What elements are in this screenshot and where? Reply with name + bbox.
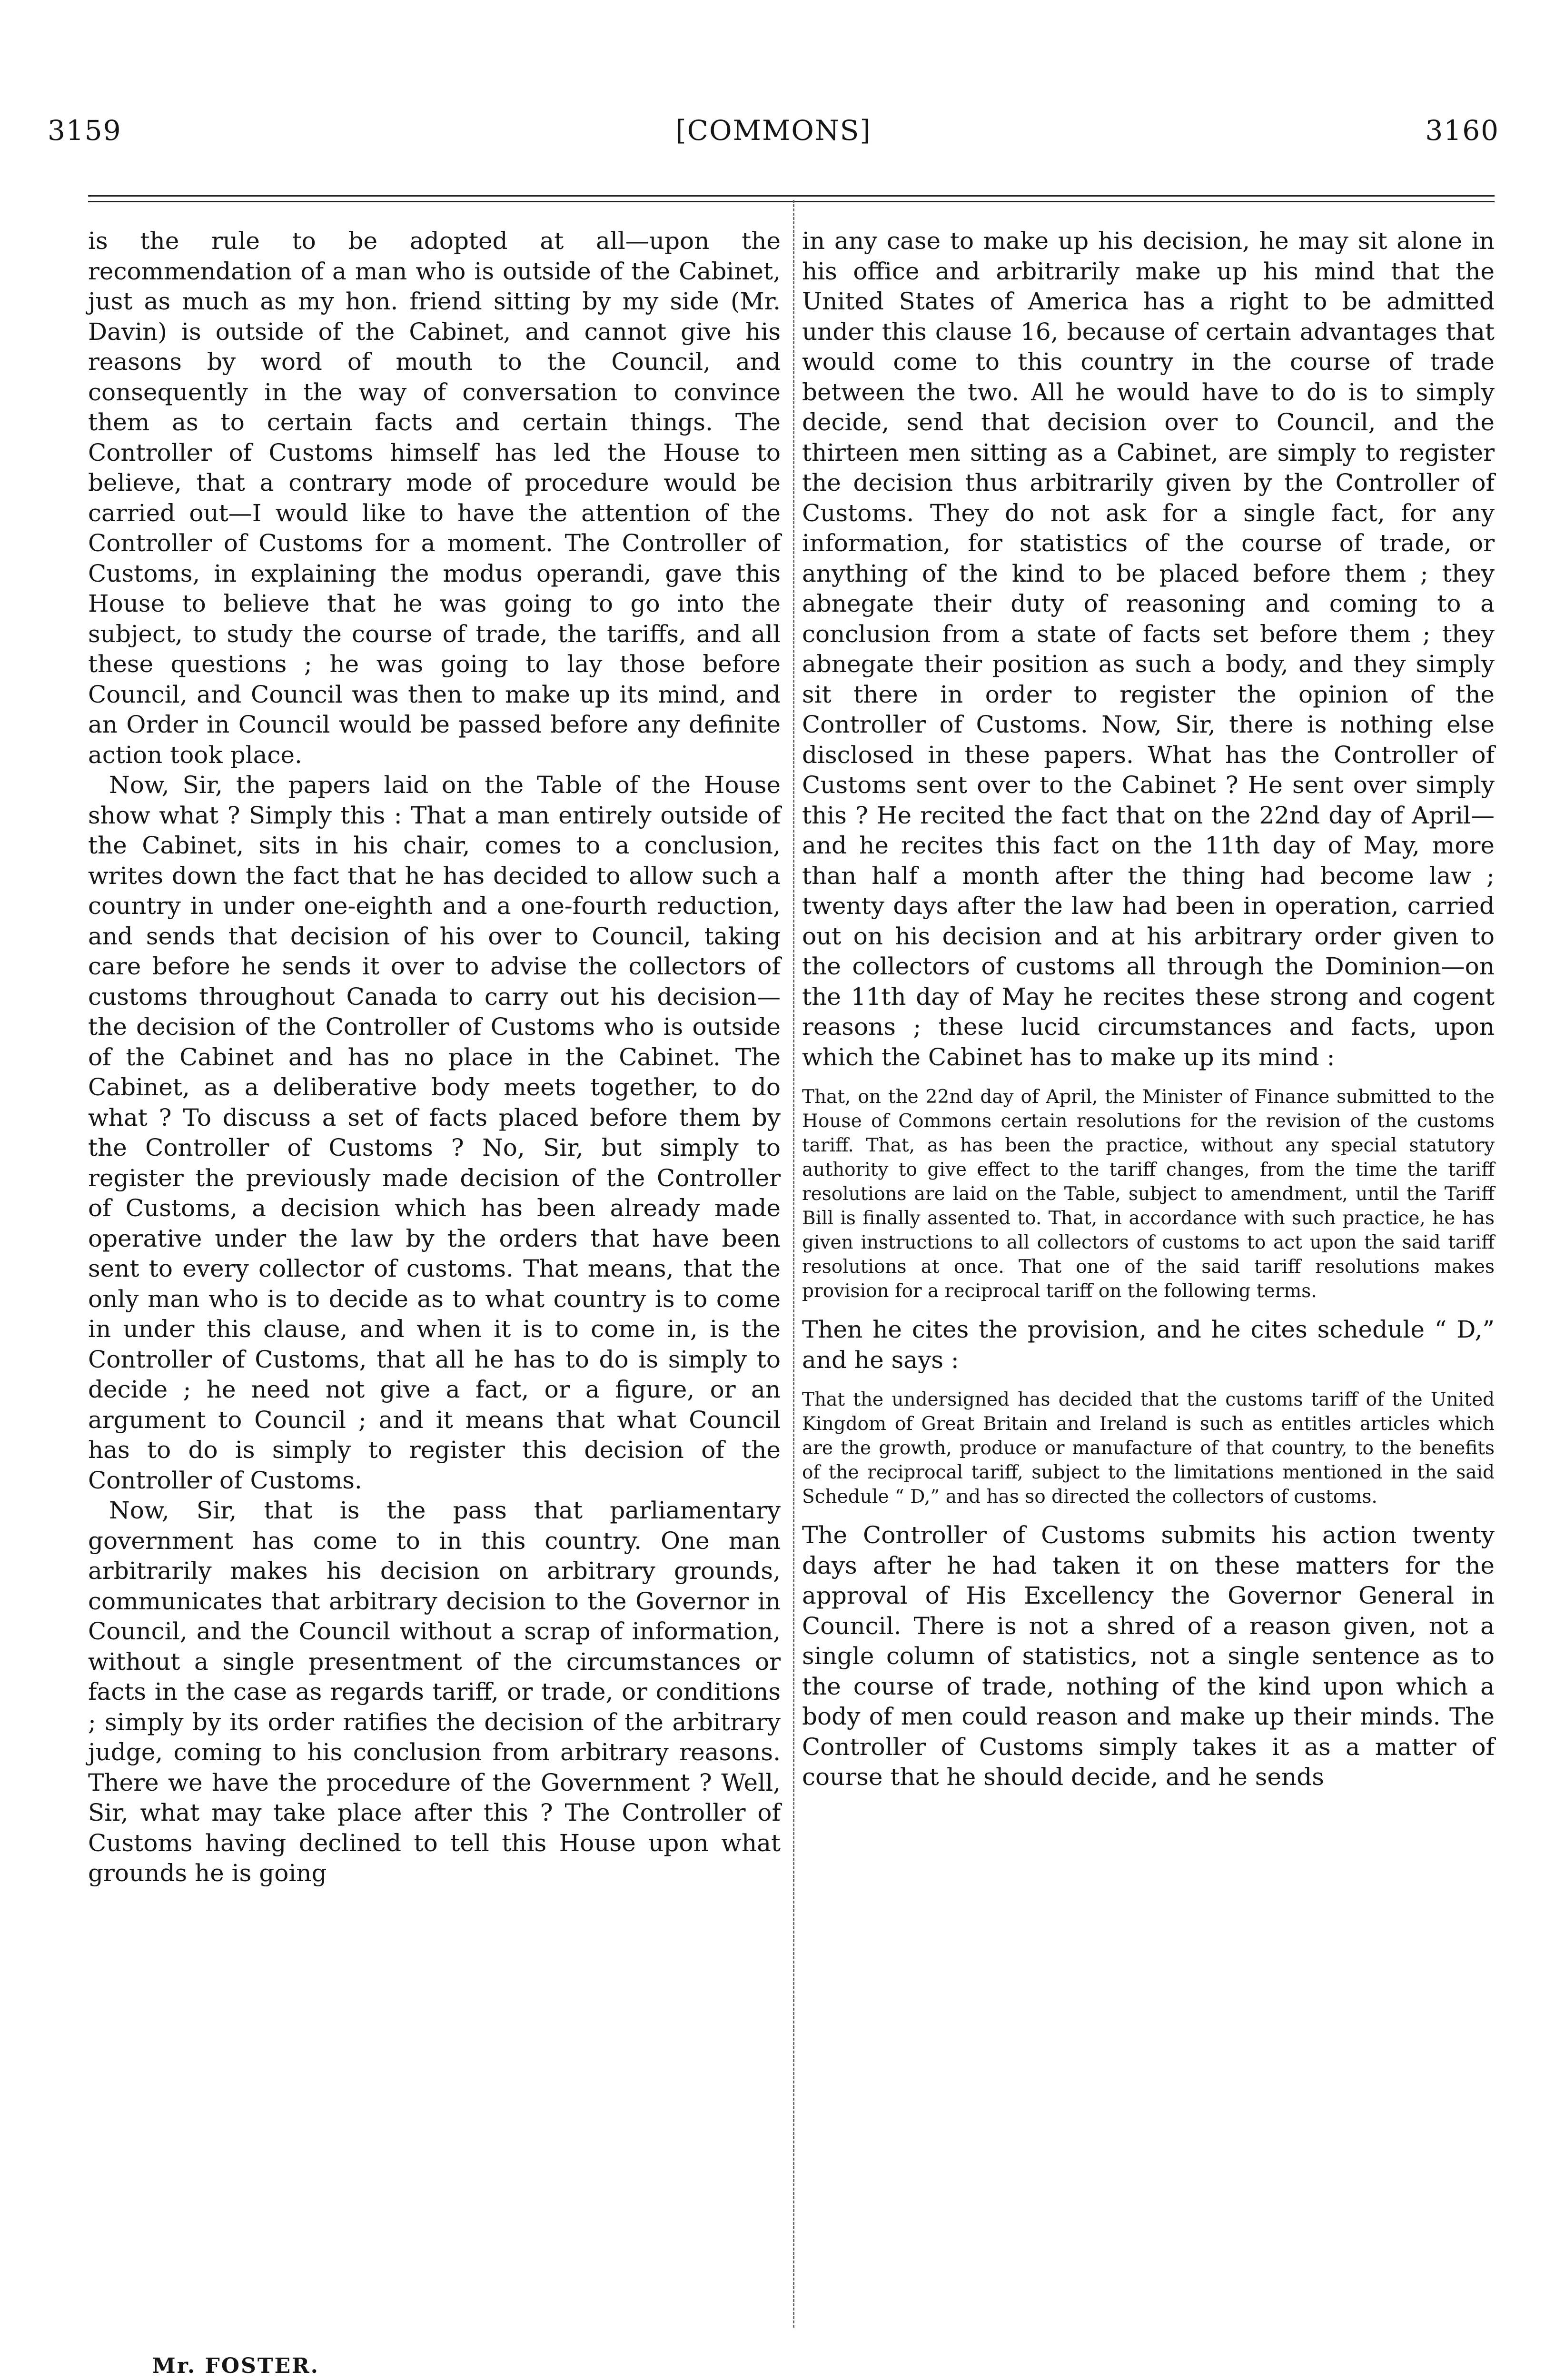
speaker-footer: Mr. FOSTER. <box>152 2354 319 2378</box>
right-column <box>802 226 1495 1793</box>
left-paragraph-1: is the rule to be adopted at all—upon the recommendation of a man who is outside of the Cabinet, just as much as my hon. friend sitting by my side (Mr. Davin) is outside of the Cabinet, and cannot give his reasons by word of mouth to the Council, and consequently in the way of conversation to convince them as to certain facts and certain things. The Controller of Customs himself has led the House to believe, that a contrary mode of procedure would be carried out—I would like to have the attention of the Controller of Customs for a moment. The Controller of Customs, in explaining the modus operandi, gave this House to believe that he was going to go into the subject, to study the course of trade, the tariffs, and all these questions ; he was going to lay those before Council, and Council was then to make up its mind, and an Order in Council would be passed before any definite action took place. <box>88 227 781 769</box>
right-paragraph-1: in any case to make up his decision, he may sit alone in his office and arbitrarily make up his mind that the United States of America has a right to be admitted under this clause 16, because of certain advantages that would come to this country in the course of trade between the two. All he would have to do is to simply decide, send that decision over to Council, and the thirteen men sitting as a Cabinet, are simply to register the decision thus arbitrarily given by the Controller of Customs. They do not ask for a single fact, for any information, for statistics of the course of trade, or anything of the kind to be placed before them ; they abnegate their duty of reasoning and coming to a conclusion from a state of facts set before them ; they abnegate their position as such a body, and they simply sit there in order to register the opinion of the Controller of Customs. Now, Sir, there is nothing else disclosed in these papers. What has the Controller of Customs sent over to the Cabinet ? He sent over simply this ? He recited the fact that on the 22nd day of April—and he recites this fact on the 11th day of May, more than half a month after the thing had become law ; twenty days after the law had been in operation, carried out on his decision and at his arbitrary order given to the collectors of customs all through the Dominion—on the 11th day of May he recites these strong and cogent reasons ; these lucid circumstances and facts, upon which the Cabinet has to make up its mind : <box>802 227 1495 1071</box>
left-page-number: 3159 <box>48 114 122 147</box>
header-rule-top <box>88 195 1495 197</box>
page-title: [COMMONS] <box>675 114 872 147</box>
left-paragraph-3: Now, Sir, that is the pass that parliamentary government has come to in this country. One man arbitrarily makes his decision on arbitrary grounds, communicates that arbitrary decision to the Governor in Council, and the Council without a scrap of information, without a single presentment of the circumstances or facts in the case as regards tariff, or trade, or conditions ; simply by its order ratifies the decision of the arbitrary judge, coming to his conclusion from arbitrary reasons. There we have the procedure of the Government ? Well, Sir, what may take place after this ? The Controller of Customs having declined to tell this House upon what grounds he is going <box>88 1497 781 1887</box>
left-column <box>88 226 781 1889</box>
right-paragraph-3: The Controller of Customs submits his action twenty days after he had taken it on these matters for the approval of His Excellency the Governor General in Council. There is not a shred of a reason given, not a single column of statistics, not a single sentence as to the course of trade, nothing of the kind upon which a body of men could reason and make up their minds. The Controller of Customs simply takes it as a matter of course that he should decide, and he sends <box>802 1521 1495 1791</box>
header-rule-bottom <box>88 201 1495 202</box>
right-page-number: 3160 <box>1425 114 1499 147</box>
page-header <box>48 114 1499 162</box>
column-divider <box>793 200 794 2328</box>
left-paragraph-2: Now, Sir, the papers laid on the Table of the House show what ? Simply this : That a man entirely outside of the Cabinet, sits in his chair, comes to a conclusion, writes down the fact that he has decided to allow such a country in under one-eighth and a one-fourth reduction, and sends that decision of his over to Council, taking care before he sends it over to advise the collectors of customs throughout Canada to carry out his decision—the decision of the Controller of Customs who is outside of the Cabinet and has no place in the Cabinet. The Cabinet, as a deliberative body meets together, to do what ? To discuss a set of facts placed before them by the Controller of Customs ? No, Sir, but simply to register the previously made decision of the Controller of Customs, a decision which has been already made operative under the law by the orders that have been sent to every collector of customs. That means, that the only man who is to decide as to what country is to come in under this clause, and when it is to come in, is the Controller of Customs, that all he has to do is simply to decide ; he need not give a fact, or a figure, or an argument to Council ; and it means that what Council has to do is simply to register this decision of the Controller of Customs. <box>88 771 781 1494</box>
quoted-schedule-decision: That the undersigned has decided that the customs tariff of the United Kingdom of Great Britain and Ireland is such as entitles articles which are the growth, produce or manufacture of that country, to the benefits of the reciprocal tariff, subject to the limitations mentioned in the said Schedule “ D,” and has so directed the collectors of customs. <box>802 1389 1495 1507</box>
quoted-resolution: That, on the 22nd day of April, the Minister of Finance submitted to the House of Commons certain resolutions for the revision of the customs tariff. That, as has been the practice, without any special statutory authority to give effect to the tariff changes, from the time the tariff resolutions are laid on the Table, subject to amendment, until the Tariff Bill is finally assented to. That, in accordance with such practice, he has given instructions to all collectors of customs to act upon the said tariff resolutions at once. That one of the said tariff resolutions makes provision for a reciprocal tariff on the following terms. <box>802 1086 1495 1302</box>
right-paragraph-2: Then he cites the provision, and he cites schedule “ D,” and he says : <box>802 1316 1495 1374</box>
